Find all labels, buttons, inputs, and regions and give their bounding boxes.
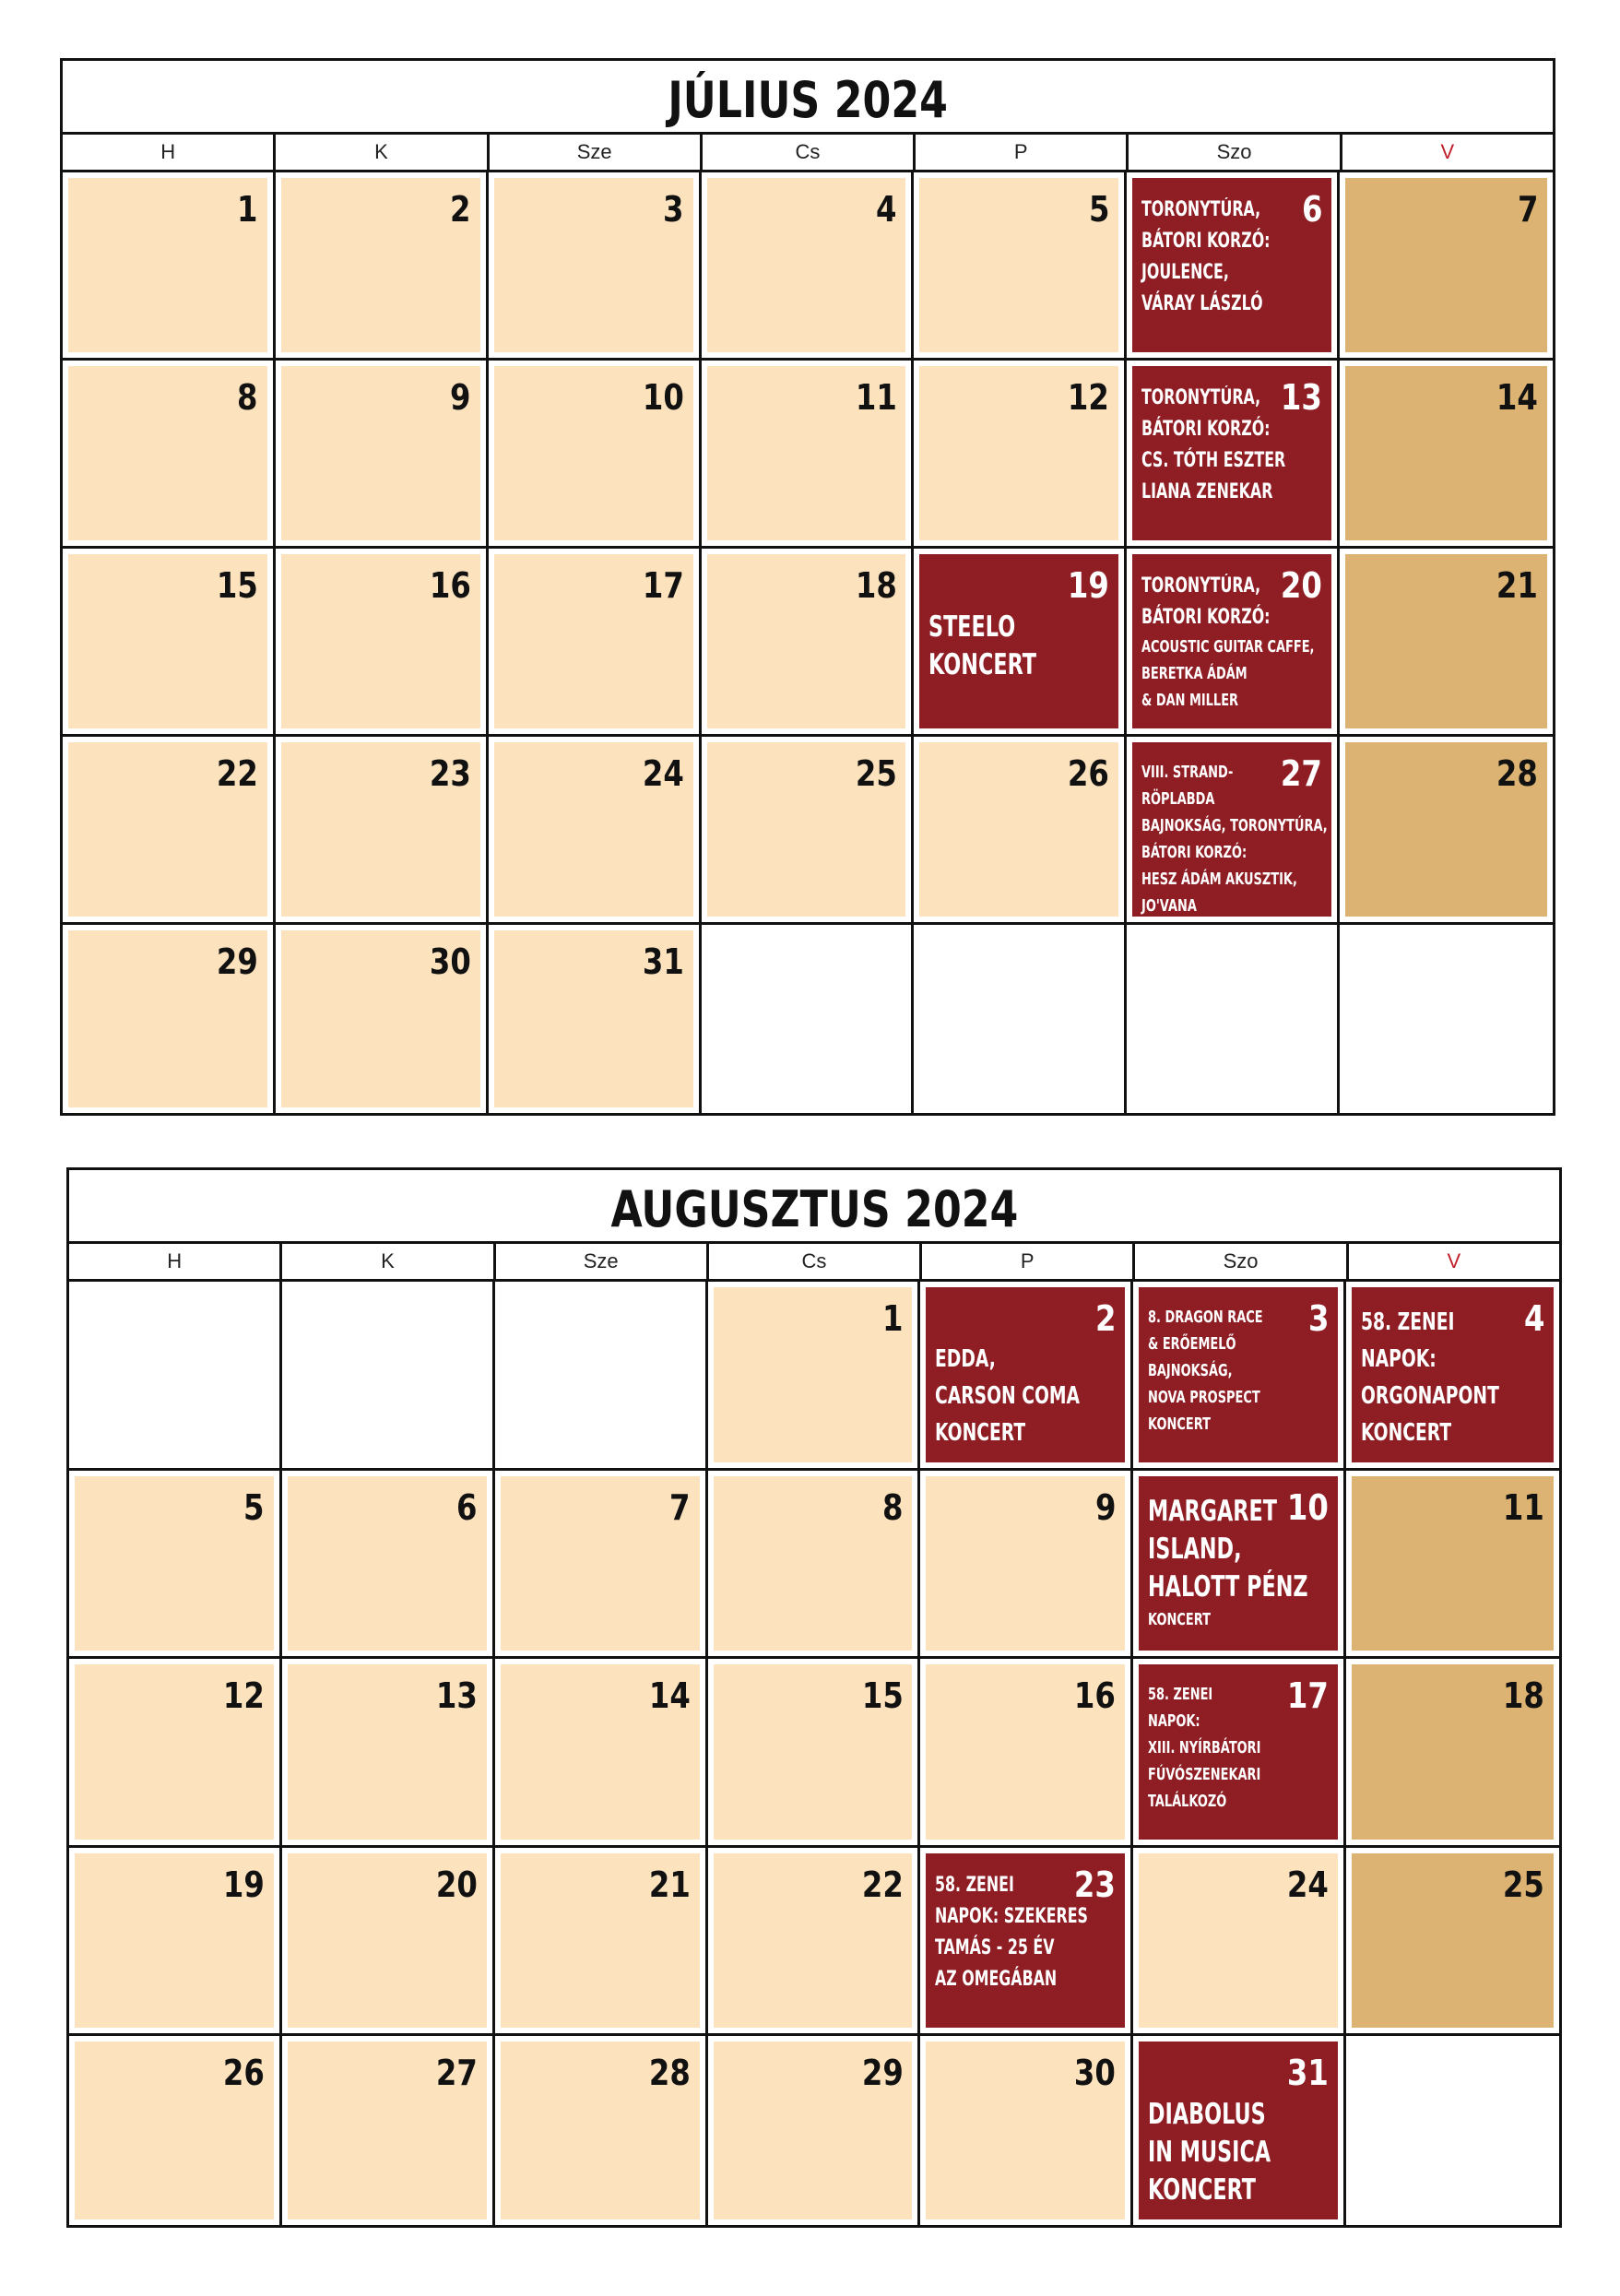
day-cell [1340, 549, 1553, 737]
sunday-block [1352, 1853, 1554, 2029]
day-cell [495, 1848, 708, 2037]
day-number: 16 [1074, 1675, 1117, 1717]
day-cell [69, 2036, 282, 2225]
day-cell [63, 172, 276, 361]
calendar-july [60, 58, 1555, 1116]
day-cell [1127, 172, 1340, 361]
sunday-block [1345, 742, 1547, 917]
event-title: 58. ZENEI NAPOK: ORGONAPONT KONCERT [1361, 1308, 1499, 1447]
day-block [926, 2042, 1125, 2219]
day-cell [708, 1282, 921, 1471]
event-title: TORONYTÚRA, BÁTORI KORZÓ: CS. TÓTH ESZTER LIANA ZENEKAR [1141, 386, 1286, 503]
day-number: 13 [1281, 377, 1323, 418]
day-number: 1 [881, 1298, 904, 1339]
day-block [281, 554, 480, 728]
day-cell [282, 1471, 495, 1660]
day-block [68, 366, 267, 540]
event-text [1148, 1681, 1342, 1815]
day-cell [920, 1848, 1133, 2037]
weekday-label: K [276, 135, 489, 170]
weekday-label: V [1447, 1249, 1461, 1272]
day-block [714, 1287, 913, 1462]
empty-day-cell [282, 1282, 495, 1471]
day-block [288, 1476, 487, 1651]
weekday-label: H [63, 135, 276, 170]
day-block [288, 1853, 487, 2029]
day-block [68, 554, 267, 728]
day-cell [1340, 361, 1553, 549]
day-number: 23 [429, 753, 471, 794]
day-cell [69, 1659, 282, 1848]
day-cell [920, 1659, 1133, 1848]
day-cell [1133, 1848, 1346, 2037]
day-cell [276, 925, 489, 1113]
day-cell [495, 1471, 708, 1660]
day-number: 6 [456, 1486, 478, 1528]
event-day-block [1139, 1664, 1338, 1840]
day-number: 8 [237, 377, 258, 418]
event-day-block [1132, 366, 1331, 540]
day-block [68, 930, 267, 1107]
day-number: 18 [1503, 1675, 1544, 1717]
day-number: 5 [243, 1486, 265, 1528]
event-day-block [919, 554, 1118, 728]
day-cell [276, 361, 489, 549]
weekday-label: Sze [496, 1244, 709, 1279]
empty-day-cell [1127, 925, 1340, 1113]
day-block [281, 178, 480, 352]
day-cell [276, 172, 489, 361]
day-block [494, 930, 693, 1107]
day-number: 26 [222, 2053, 265, 2094]
day-number: 20 [1281, 565, 1323, 606]
day-block [919, 742, 1118, 917]
day-cell [1133, 1659, 1346, 1848]
day-grid [69, 1282, 1559, 2225]
day-cell [1133, 1471, 1346, 1660]
day-block [926, 1476, 1125, 1651]
day-block [288, 1664, 487, 1840]
day-cell [276, 737, 489, 925]
day-cell [914, 172, 1127, 361]
empty-day-cell [1346, 2036, 1559, 2225]
day-number: 17 [642, 565, 684, 606]
day-number: 21 [1496, 565, 1538, 606]
event-subtitle: VIII. STRAND- RÖPLABDA BAJNOKSÁG, TORONYTÚRA, BÁTORI KORZÓ: HESZ ÁDÁM AKUSZTIK, JO'VANA [1141, 763, 1328, 916]
day-number: 7 [669, 1486, 691, 1528]
event-text [935, 1304, 1129, 1451]
day-number: 14 [648, 1675, 691, 1717]
day-number: 9 [450, 377, 471, 418]
event-day-block [1132, 178, 1331, 352]
day-block [501, 1853, 700, 2029]
day-number: 30 [1074, 2053, 1117, 2094]
day-block [919, 366, 1118, 540]
day-cell [914, 737, 1127, 925]
day-number: 1 [237, 189, 258, 230]
day-number: 17 [1287, 1675, 1330, 1717]
event-text [1141, 571, 1335, 714]
day-number: 30 [429, 941, 471, 982]
day-number: 26 [1068, 753, 1110, 794]
day-cell [1127, 549, 1340, 737]
day-cell [1133, 1282, 1346, 1471]
event-day-block [1139, 1476, 1338, 1651]
day-number: 2 [450, 189, 471, 230]
day-grid [63, 172, 1553, 1113]
event-day-block [926, 1853, 1125, 2029]
day-number: 28 [648, 2053, 691, 2094]
day-cell [63, 549, 276, 737]
day-cell [63, 737, 276, 925]
day-number: 4 [875, 189, 897, 230]
day-block [494, 178, 693, 352]
day-cell [702, 172, 915, 361]
day-cell [69, 1471, 282, 1660]
day-number: 19 [222, 1864, 265, 1905]
calendar-title [63, 61, 1553, 135]
day-cell [920, 1282, 1133, 1471]
day-cell [708, 1848, 921, 2037]
event-text [1148, 1304, 1342, 1438]
empty-day-cell [702, 925, 915, 1113]
day-number: 16 [429, 565, 471, 606]
day-block [494, 742, 693, 917]
event-title: STEELO KONCERT [928, 610, 1037, 681]
day-block [714, 1664, 913, 1840]
day-cell [1127, 361, 1340, 549]
day-cell [489, 925, 702, 1113]
event-text [1141, 759, 1335, 919]
day-cell [282, 1659, 495, 1848]
day-number: 25 [855, 753, 897, 794]
day-cell [920, 2036, 1133, 2225]
day-number: 27 [1281, 753, 1323, 794]
weekday-label: P [916, 135, 1129, 170]
weekday-header [69, 1244, 1559, 1282]
day-cell [495, 2036, 708, 2225]
day-number: 10 [642, 377, 684, 418]
event-title: MARGARET ISLAND, HALOTT PÉNZ [1148, 1494, 1308, 1604]
day-cell [489, 361, 702, 549]
day-cell [1340, 737, 1553, 925]
day-number: 29 [216, 941, 258, 982]
day-block [68, 178, 267, 352]
event-day-block [1139, 1287, 1338, 1462]
event-subtitle: 58. ZENEI NAPOK: XIII. NYÍRBÁTORI FÚVÓSZENEKARI TALÁLKOZÓ [1148, 1685, 1261, 1812]
day-number: 27 [435, 2053, 478, 2094]
empty-day-cell [1340, 925, 1553, 1113]
day-cell [708, 2036, 921, 2225]
day-number: 24 [1287, 1864, 1330, 1905]
day-number: 25 [1503, 1864, 1544, 1905]
day-number: 23 [1074, 1864, 1117, 1905]
day-cell [69, 1848, 282, 2037]
day-number: 28 [1496, 753, 1538, 794]
event-day-block [1132, 554, 1331, 728]
day-number: 5 [1088, 189, 1110, 230]
day-block [501, 2042, 700, 2219]
day-number: 6 [1301, 189, 1323, 230]
sunday-block [1345, 178, 1547, 352]
day-cell [495, 1659, 708, 1848]
day-number: 11 [1503, 1486, 1544, 1528]
weekday-label: V [1440, 140, 1455, 163]
day-number: 15 [216, 565, 258, 606]
day-cell [489, 172, 702, 361]
event-text [1361, 1304, 1557, 1451]
weekday-label: K [282, 1244, 495, 1279]
day-cell [914, 361, 1127, 549]
calendar-title [69, 1170, 1559, 1244]
day-cell [1340, 172, 1553, 361]
day-block [714, 1853, 913, 2029]
day-number: 19 [1068, 565, 1110, 606]
day-block [75, 1664, 274, 1840]
event-text [1141, 383, 1335, 508]
day-block [494, 554, 693, 728]
day-cell [702, 737, 915, 925]
calendar-title-text: JÚLIUS 2024 [668, 71, 948, 129]
day-cell [1133, 2036, 1346, 2225]
day-number: 4 [1523, 1298, 1544, 1339]
event-day-block [926, 1287, 1125, 1462]
day-number: 31 [1287, 2053, 1330, 2094]
event-title: TORONYTÚRA, BÁTORI KORZÓ: [1141, 574, 1271, 629]
day-cell [1346, 1848, 1559, 2037]
day-number: 12 [222, 1675, 265, 1717]
day-cell [708, 1471, 921, 1660]
day-cell [489, 549, 702, 737]
weekday-label: P [922, 1244, 1135, 1279]
day-cell [1346, 1282, 1559, 1471]
day-block [288, 2042, 487, 2219]
day-block [919, 178, 1118, 352]
day-block [707, 554, 906, 728]
day-number: 3 [663, 189, 684, 230]
day-cell [63, 361, 276, 549]
weekday-label: H [69, 1244, 282, 1279]
day-cell [63, 925, 276, 1113]
day-block [494, 366, 693, 540]
day-block [75, 2042, 274, 2219]
day-block [68, 742, 267, 917]
event-title: DIABOLUS IN MUSICA KONCERT [1148, 2098, 1271, 2207]
day-block [707, 178, 906, 352]
sunday-block [1345, 554, 1547, 728]
day-block [501, 1476, 700, 1651]
day-cell [1346, 1471, 1559, 1660]
day-block [707, 366, 906, 540]
day-block [1139, 1853, 1338, 2029]
day-block [926, 1664, 1125, 1840]
event-text [935, 1870, 1129, 1995]
day-number: 8 [881, 1486, 904, 1528]
day-block [714, 2042, 913, 2219]
calendar-title-text: AUGUSZTUS 2024 [610, 1180, 1018, 1238]
event-text [1148, 2058, 1342, 2209]
day-cell [914, 549, 1127, 737]
day-block [281, 366, 480, 540]
event-title: 58. ZENEI NAPOK: SZEKERES TAMÁS - 25 ÉV AZ OMEGÁBAN [935, 1873, 1089, 1991]
day-cell [702, 361, 915, 549]
weekday-label: Cs [709, 1244, 922, 1279]
day-block [75, 1853, 274, 2029]
day-number: 11 [855, 377, 897, 418]
day-block [707, 742, 906, 917]
empty-day-cell [495, 1282, 708, 1471]
day-number: 21 [648, 1864, 691, 1905]
day-block [714, 1476, 913, 1651]
weekday-label: Cs [703, 135, 916, 170]
day-cell [282, 1848, 495, 2037]
day-number: 24 [642, 753, 684, 794]
sunday-block [1352, 1476, 1554, 1651]
weekday-header [63, 135, 1553, 172]
weekday-label: Szo [1135, 1244, 1348, 1279]
day-block [281, 930, 480, 1107]
event-day-block [1132, 742, 1331, 917]
sunday-block [1345, 366, 1547, 540]
day-cell [276, 549, 489, 737]
event-subtitle: 8. DRAGON RACE & ERŐEMELŐ BAJNOKSÁG, NOVA PROSPECT KONCERT [1148, 1308, 1263, 1434]
event-title: TORONYTÚRA, BÁTORI KORZÓ: JOULENCE, VÁRAY LÁSZLÓ [1141, 198, 1271, 315]
event-day-block [1352, 1287, 1554, 1462]
day-block [75, 1476, 274, 1651]
day-number: 10 [1287, 1486, 1330, 1528]
event-text [1148, 1493, 1342, 1633]
day-number: 12 [1068, 377, 1110, 418]
day-cell [702, 549, 915, 737]
event-subtitle: KONCERT [1148, 1609, 1212, 1629]
day-number: 29 [861, 2053, 904, 2094]
day-number: 7 [1517, 189, 1538, 230]
day-number: 15 [861, 1675, 904, 1717]
event-title: EDDA, CARSON COMA KONCERT [935, 1345, 1081, 1447]
day-number: 22 [216, 753, 258, 794]
day-number: 9 [1094, 1486, 1117, 1528]
empty-day-cell [914, 925, 1127, 1113]
sunday-block [1352, 1664, 1554, 1840]
event-text [1141, 195, 1335, 320]
day-cell [708, 1659, 921, 1848]
day-number: 13 [435, 1675, 478, 1717]
event-text [928, 571, 1122, 684]
day-number: 18 [855, 565, 897, 606]
day-number: 31 [642, 941, 684, 982]
calendar-august [66, 1167, 1562, 2228]
day-number: 3 [1307, 1298, 1330, 1339]
day-cell [920, 1471, 1133, 1660]
weekday-label: Sze [490, 135, 703, 170]
weekday-label: Szo [1129, 135, 1342, 170]
empty-day-cell [69, 1282, 282, 1471]
day-number: 14 [1496, 377, 1538, 418]
day-number: 20 [435, 1864, 478, 1905]
day-cell [489, 737, 702, 925]
day-number: 22 [861, 1864, 904, 1905]
event-subtitle: ACOUSTIC GUITAR CAFFE, BERETKA ÁDÁM & DAN MILLER [1141, 637, 1315, 710]
day-block [501, 1664, 700, 1840]
day-cell [1346, 1659, 1559, 1848]
day-block [281, 742, 480, 917]
day-number: 2 [1094, 1298, 1117, 1339]
day-cell [1127, 737, 1340, 925]
event-day-block [1139, 2042, 1338, 2219]
day-cell [282, 2036, 495, 2225]
